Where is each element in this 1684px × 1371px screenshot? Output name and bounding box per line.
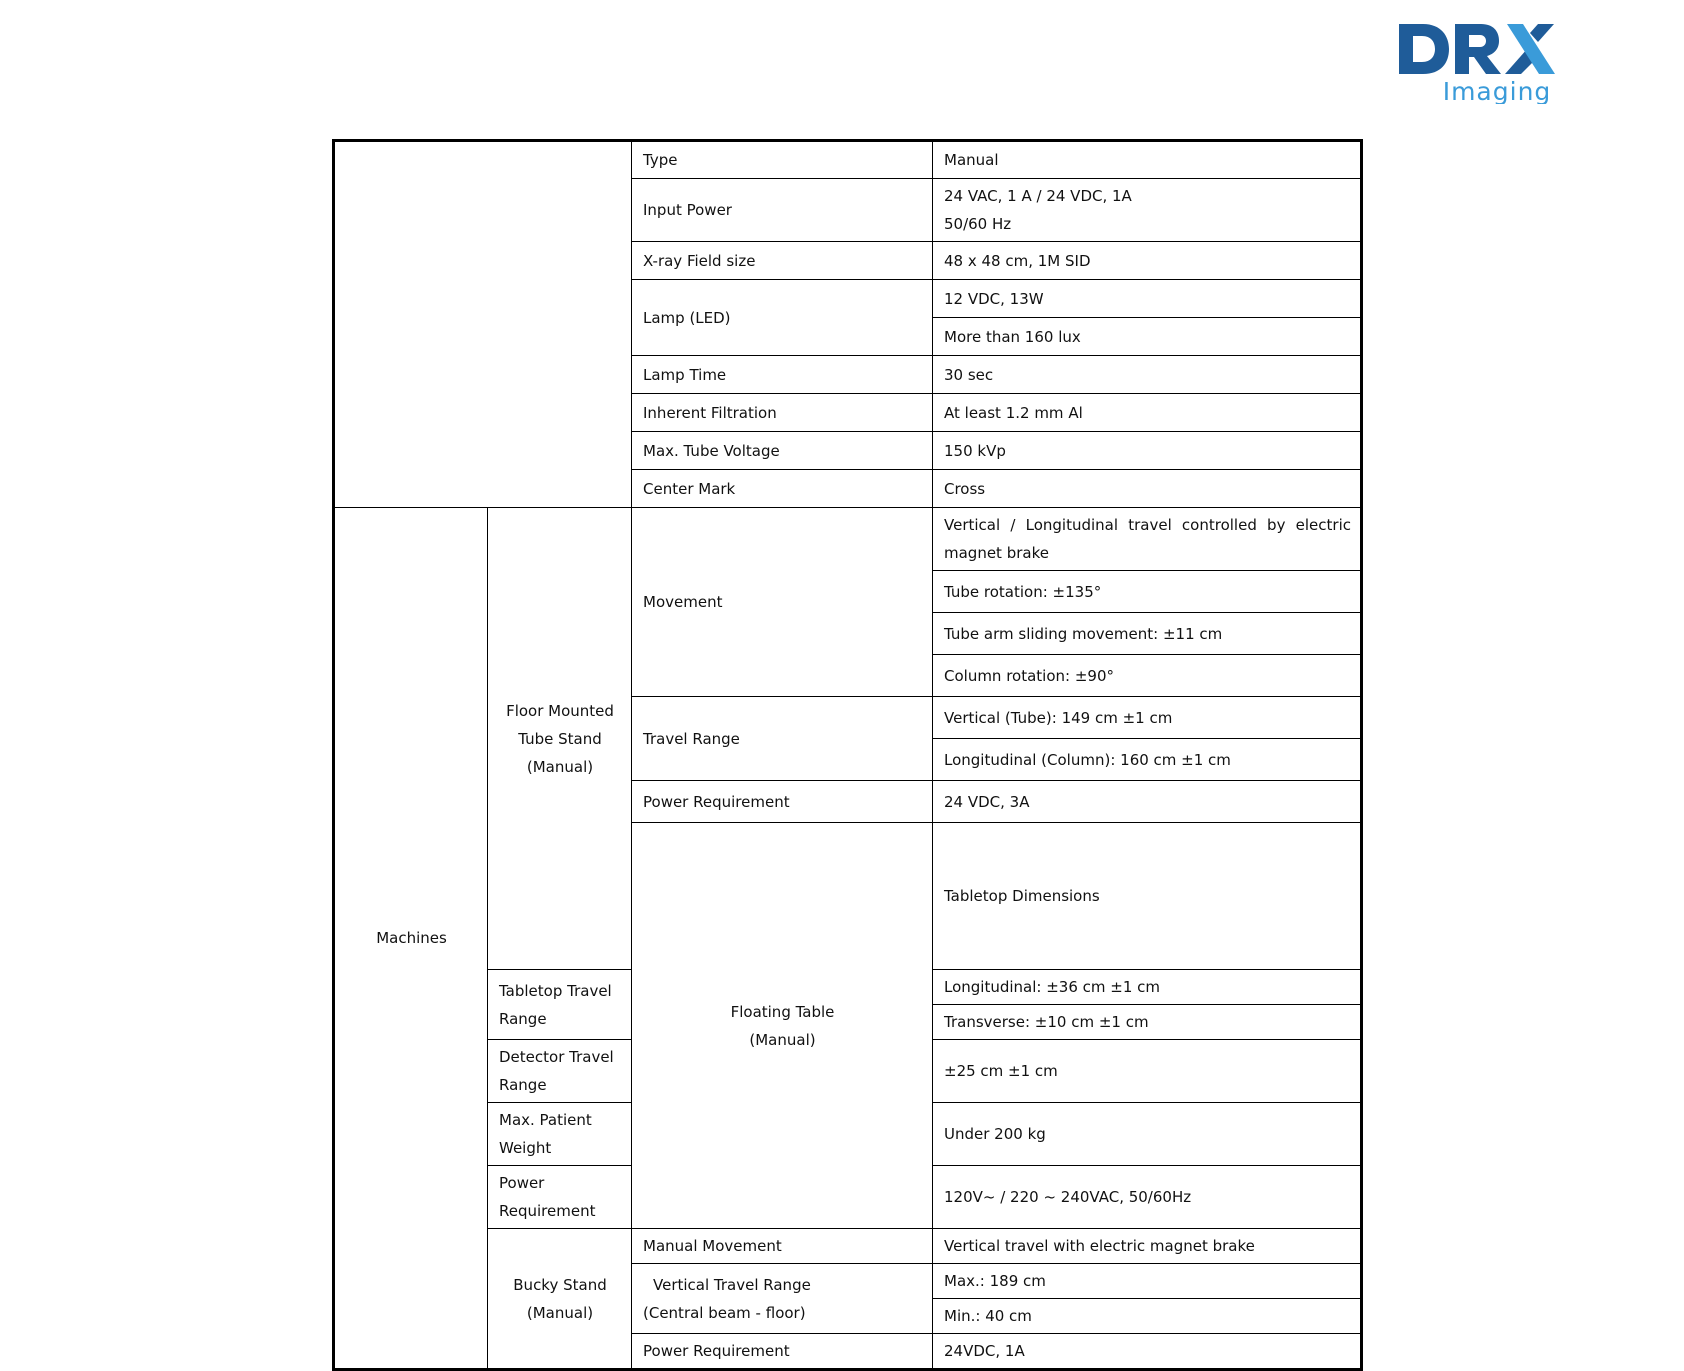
subcategory-cell-floating-table [632, 823, 933, 1229]
spec-value: Column rotation: ±90° [933, 655, 1362, 697]
spec-label: Travel Range [632, 697, 933, 781]
spec-label: Movement [632, 508, 933, 697]
spec-value: Vertical travel with electric magnet brake [933, 1229, 1362, 1264]
spec-value: 120V~ / 220 ~ 240VAC, 50/60Hz [933, 1166, 1362, 1229]
spec-value: Under 200 kg [933, 1103, 1362, 1166]
subcategory-line: Floor Mounted [506, 701, 614, 720]
subcategory-line: (Manual) [526, 757, 594, 776]
spec-label: Power Requirement [632, 781, 933, 823]
spec-value: 150 kVp [933, 432, 1362, 470]
spec-label: Center Mark [632, 470, 933, 508]
spec-label-line: Vertical Travel Range [653, 1275, 811, 1294]
spec-value [933, 179, 1362, 242]
spec-label: Lamp (LED) [632, 280, 933, 356]
logo-sub-text: Imaging [1442, 77, 1552, 104]
spec-value: At least 1.2 mm Al [933, 394, 1362, 432]
spec-label: Input Power [632, 179, 933, 242]
spec-value: 24VDC, 1A [933, 1334, 1362, 1370]
spec-value: 24 VDC, 3A [933, 781, 1362, 823]
table-row [334, 141, 1362, 179]
spec-value: Vertical / Longitudinal travel controlled by electric magnet brake [933, 508, 1362, 571]
category-cell: Machines [334, 508, 488, 1370]
spec-value: Max.: 189 cm [933, 1264, 1362, 1299]
spec-label: Type [632, 141, 933, 179]
spec-value: Longitudinal (Column): 160 cm ±1 cm [933, 739, 1362, 781]
spec-label: Max. Patient Weight [488, 1103, 632, 1166]
spec-value: Vertical (Tube): 149 cm ±1 cm [933, 697, 1362, 739]
specification-table [332, 139, 1363, 1371]
spec-value: Tube arm sliding movement: ±11 cm [933, 613, 1362, 655]
spec-value: Longitudinal: ±36 cm ±1 cm [933, 970, 1362, 1005]
spec-label-line: (Central beam - floor) [643, 1303, 806, 1322]
subcategory-line: Bucky Stand [513, 1275, 607, 1294]
subcategory-line: (Manual) [749, 1030, 816, 1049]
spec-label: Detector Travel Range [488, 1040, 632, 1103]
subcategory-cell-bucky-stand [488, 1229, 632, 1370]
subcategory-cell-tube-stand [488, 508, 632, 970]
spec-value: 12 VDC, 13W [933, 280, 1362, 318]
table-row [334, 1229, 1362, 1264]
spec-label: Max. Tube Voltage [632, 432, 933, 470]
spec-value: More than 160 lux [933, 318, 1362, 356]
spec-label: X-ray Field size [632, 242, 933, 280]
subcategory-line: Floating Table [730, 1002, 835, 1021]
spec-label: Power Requirement [488, 1166, 632, 1229]
spec-value: Transverse: ±10 cm ±1 cm [933, 1005, 1362, 1040]
spec-value-line: 24 VAC, 1 A / 24 VDC, 1A [944, 187, 1132, 205]
spec-value: Min.: 40 cm [933, 1299, 1362, 1334]
table-row [334, 508, 1362, 571]
spec-label: Lamp Time [632, 356, 933, 394]
spec-value: Manual [933, 141, 1362, 179]
spec-label: Tabletop Travel Range [488, 970, 632, 1040]
spec-label: Tabletop Dimensions [933, 823, 1362, 970]
spec-value: Cross [933, 470, 1362, 508]
spec-value: Tube rotation: ±135° [933, 571, 1362, 613]
spec-label: Inherent Filtration [632, 394, 933, 432]
blank-category-cell [334, 141, 632, 508]
subcategory-line: (Manual) [526, 1303, 594, 1322]
subcategory-line: Tube Stand [518, 729, 602, 748]
spec-value: 48 x 48 cm, 1M SID [933, 242, 1362, 280]
spec-value: 30 sec [933, 356, 1362, 394]
spec-label [632, 1264, 933, 1334]
spec-label: Power Requirement [632, 1334, 933, 1370]
drx-imaging-logo [1397, 18, 1557, 104]
spec-label: Manual Movement [632, 1229, 933, 1264]
spec-value-line: 50/60 Hz [944, 215, 1012, 233]
spec-value: ±25 cm ±1 cm [933, 1040, 1362, 1103]
